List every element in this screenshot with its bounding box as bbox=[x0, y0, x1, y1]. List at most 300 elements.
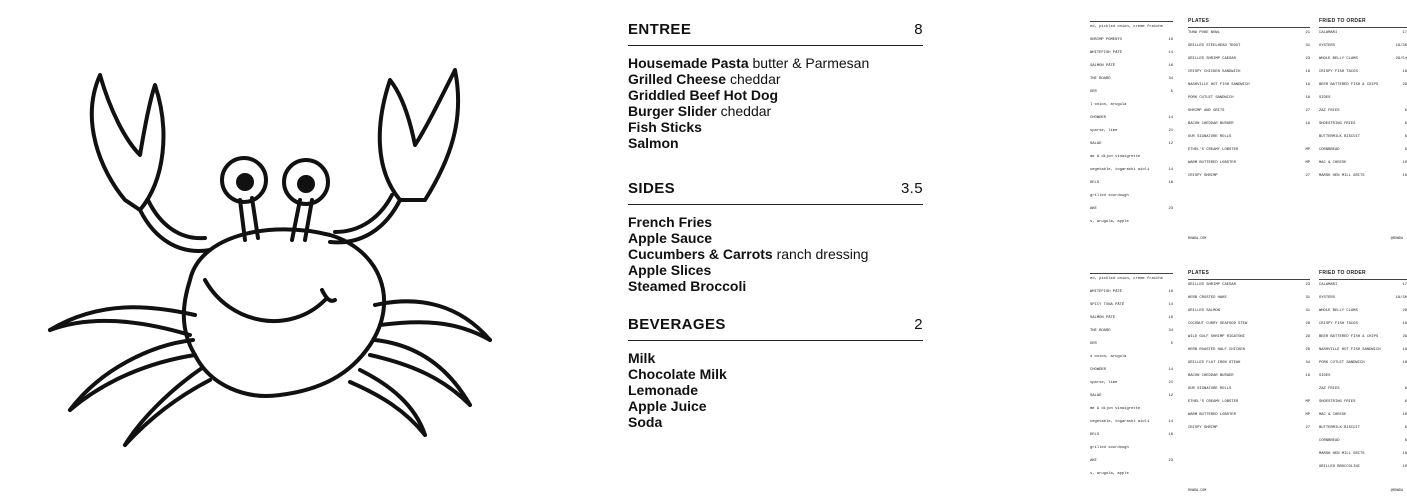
menu-item-description: cheddar bbox=[720, 103, 772, 119]
thumbnail-item bbox=[1090, 394, 1173, 399]
thumbnail-item-gap bbox=[1188, 88, 1310, 93]
thumbnail-item-name: BEER BATTERED FISH & CHIPS bbox=[1319, 335, 1379, 339]
thumbnail-item bbox=[1090, 355, 1173, 360]
thumbnail-item-price: 27 bbox=[1305, 109, 1310, 113]
thumbnail-item-price: 28 bbox=[1305, 348, 1310, 352]
thumbnail-item-gap bbox=[1090, 160, 1173, 165]
thumbnail-item-name: ZAZ FRIES bbox=[1319, 109, 1340, 113]
thumbnail-column bbox=[1090, 18, 1173, 233]
thumbnail-item bbox=[1188, 348, 1310, 353]
thumbnail-item-name: BACON CHEDDAR BURGER bbox=[1188, 122, 1234, 126]
thumbnail-item-name: GRILLED SHRIMP CAESAR bbox=[1188, 283, 1236, 287]
section-title: SIDES bbox=[628, 180, 676, 197]
thumbnail-item-gap bbox=[1319, 418, 1407, 423]
thumbnail-item-price: MP bbox=[1305, 161, 1310, 165]
thumbnail-divider bbox=[1319, 279, 1407, 280]
thumbnail-item-name: GRILLED SALMON bbox=[1188, 309, 1220, 313]
thumbnail-item-gap bbox=[1090, 308, 1173, 313]
menu-item bbox=[628, 135, 923, 151]
thumbnail-item-price: 34 bbox=[1168, 77, 1173, 81]
thumbnail-item-gap bbox=[1090, 399, 1173, 404]
section-header bbox=[628, 21, 923, 41]
thumbnail-item-price: 16 bbox=[1168, 181, 1173, 185]
thumbnail-item bbox=[1090, 381, 1173, 386]
thumbnail-item-gap bbox=[1188, 392, 1310, 397]
thumbnail-item bbox=[1188, 135, 1310, 140]
thumbnail-item bbox=[1090, 220, 1173, 225]
thumbnail-item-name: SIDES bbox=[1319, 96, 1331, 100]
thumbnail-item-price: 23 bbox=[1168, 459, 1173, 463]
thumbnail-item-price: 10 bbox=[1402, 452, 1407, 456]
thumbnail-item bbox=[1188, 426, 1310, 431]
menu-item-name: Chocolate Milk bbox=[628, 366, 727, 382]
thumbnail-item-price: 16 bbox=[1168, 316, 1173, 320]
thumbnail-item bbox=[1090, 51, 1173, 56]
thumbnail-item bbox=[1090, 303, 1173, 308]
thumbnail-item-name: OUR SIGNATURE ROLLS bbox=[1188, 135, 1232, 139]
thumbnail-item-gap bbox=[1319, 405, 1407, 410]
menu-thumbnail-top[interactable] bbox=[1090, 18, 1407, 241]
thumbnail-item-name: s, arugula, apple bbox=[1090, 472, 1129, 476]
menu-thumbnail-bottom[interactable] bbox=[1090, 270, 1407, 493]
menu-item-name: Salmon bbox=[628, 135, 679, 151]
thumbnail-item-name: WHOLE BELLY CLAMS bbox=[1319, 309, 1358, 313]
section-divider bbox=[628, 340, 923, 341]
thumbnail-item-price: 6 bbox=[1404, 439, 1407, 443]
thumbnail-item bbox=[1188, 296, 1310, 301]
thumbnail-item bbox=[1090, 194, 1173, 199]
thumbnail-item-name: ed, pickled onion, crème fraîche bbox=[1090, 25, 1163, 29]
thumbnail-item-name: BEER BATTERED FISH & CHIPS bbox=[1319, 83, 1379, 87]
thumbnail-item-name: PORK CUTLET SANDWICH bbox=[1319, 361, 1365, 365]
thumbnail-item-gap bbox=[1090, 464, 1173, 469]
menu-item bbox=[628, 278, 923, 294]
thumbnail-item bbox=[1188, 361, 1310, 366]
thumbnail-item-gap bbox=[1090, 173, 1173, 178]
thumbnail-item-gap bbox=[1188, 49, 1310, 54]
menu-item bbox=[628, 350, 923, 366]
thumbnail-item-name: TUNA POKE BOWL bbox=[1188, 31, 1220, 35]
thumbnail-item-price: 16 bbox=[1168, 38, 1173, 42]
thumbnail-item bbox=[1090, 116, 1173, 121]
thumbnail-item-price: 29/54 bbox=[1395, 57, 1407, 61]
thumbnail-column-title: FRIED TO ORDER bbox=[1319, 18, 1366, 24]
thumbnail-item-gap bbox=[1090, 30, 1173, 35]
thumbnail-item-name: COCONUT CURRY SEAFOOD STEW bbox=[1188, 322, 1248, 326]
thumbnail-item-name: WHITEFISH PÂTÉ bbox=[1090, 290, 1122, 294]
thumbnail-item-name: sparse, lime bbox=[1090, 381, 1118, 385]
thumbnail-item bbox=[1319, 439, 1407, 444]
thumbnail-item-name: THE BOARD bbox=[1090, 77, 1111, 81]
thumbnail-item-gap bbox=[1319, 366, 1407, 371]
thumbnail-item bbox=[1090, 142, 1173, 147]
thumbnail-item bbox=[1319, 122, 1407, 127]
thumbnail-item-gap bbox=[1090, 186, 1173, 191]
thumbnail-item-price: MP bbox=[1305, 148, 1310, 152]
thumbnail-item-name: CALAMARI bbox=[1319, 283, 1338, 287]
thumbnail-item-price: 6 bbox=[1404, 148, 1407, 152]
thumbnail-item bbox=[1188, 309, 1310, 314]
thumbnail-item-gap bbox=[1090, 438, 1173, 443]
thumbnail-item-price: 18/36 bbox=[1395, 296, 1407, 300]
thumbnail-item-gap bbox=[1188, 418, 1310, 423]
thumbnail-item-gap bbox=[1090, 108, 1173, 113]
thumbnail-item-gap bbox=[1319, 36, 1407, 41]
thumbnail-item bbox=[1188, 148, 1310, 153]
thumbnail-item bbox=[1319, 135, 1407, 140]
thumbnail-item bbox=[1090, 329, 1173, 334]
thumbnail-item-name: me & dijon vinaigrette bbox=[1090, 155, 1141, 159]
thumbnail-item-price: 21 bbox=[1168, 129, 1173, 133]
thumbnail-item-name: GRILLED BROCCOLINI bbox=[1319, 465, 1361, 469]
thumbnail-item-price: 18 bbox=[1305, 96, 1310, 100]
menu-item-name: Cucumbers & Carrots bbox=[628, 246, 773, 262]
thumbnail-item-price: 10 bbox=[1402, 174, 1407, 178]
thumbnail-item-price: 27 bbox=[1305, 174, 1310, 178]
thumbnail-item-gap bbox=[1188, 114, 1310, 119]
thumbnail-item-gap bbox=[1319, 431, 1407, 436]
thumbnail-divider bbox=[1090, 21, 1173, 22]
thumbnail-item-name: ed, pickled onion, crème fraîche bbox=[1090, 277, 1163, 281]
thumbnail-item bbox=[1090, 277, 1173, 282]
thumbnail-item-gap bbox=[1090, 425, 1173, 430]
thumbnail-item-gap bbox=[1188, 101, 1310, 106]
thumbnail-item-name: CORNBREAD bbox=[1319, 439, 1340, 443]
thumbnail-item bbox=[1319, 465, 1407, 470]
thumbnail-item-name: vegetable, togarashi aioli bbox=[1090, 420, 1150, 424]
thumbnail-item bbox=[1188, 322, 1310, 327]
thumbnail-item-name: ZAZ FRIES bbox=[1319, 387, 1340, 391]
thumbnail-item-gap bbox=[1188, 75, 1310, 80]
thumbnail-divider bbox=[1090, 273, 1173, 274]
thumbnail-item bbox=[1319, 322, 1407, 327]
thumbnail-item-price: 17 bbox=[1402, 31, 1407, 35]
thumbnail-item bbox=[1319, 296, 1407, 301]
thumbnail-item bbox=[1319, 174, 1407, 179]
menu-item-name: Burger Slider bbox=[628, 103, 717, 119]
thumbnail-item-gap bbox=[1188, 405, 1310, 410]
thumbnail-item-price: 16 bbox=[1168, 433, 1173, 437]
thumbnail-column bbox=[1188, 270, 1310, 439]
crab-illustration bbox=[30, 50, 500, 450]
menu-item bbox=[628, 214, 923, 230]
thumbnail-item-gap bbox=[1319, 444, 1407, 449]
thumbnail-item bbox=[1188, 335, 1310, 340]
section-price: 3.5 bbox=[900, 180, 923, 197]
menu-item-name: Housemade Pasta bbox=[628, 55, 749, 71]
thumbnail-item-name: d onion, arugula bbox=[1090, 355, 1127, 359]
thumbnail-item-gap bbox=[1188, 179, 1310, 184]
thumbnail-item bbox=[1090, 446, 1173, 451]
thumbnail-item-price: 31 bbox=[1305, 296, 1310, 300]
thumbnail-item-name: WHOLE BELLY CLAMS bbox=[1319, 57, 1358, 61]
menu-section-beverages bbox=[628, 316, 923, 430]
thumbnail-item-name: GRILLED FLAT IRON STEAK bbox=[1188, 361, 1241, 365]
menu-item bbox=[628, 366, 923, 382]
thumbnail-item-name: grilled sourdough bbox=[1090, 446, 1129, 450]
thumbnail-item bbox=[1090, 129, 1173, 134]
thumbnail-item-price: 14 bbox=[1168, 51, 1173, 55]
thumbnail-item-gap bbox=[1188, 353, 1310, 358]
menu-item bbox=[628, 55, 923, 71]
thumbnail-item-name: grilled sourdough bbox=[1090, 194, 1129, 198]
thumbnail-item-name: OYSTERS bbox=[1319, 296, 1335, 300]
thumbnail-item-gap bbox=[1319, 379, 1407, 384]
thumbnail-item-gap bbox=[1188, 36, 1310, 41]
thumbnail-divider bbox=[1319, 27, 1407, 28]
thumbnail-item-gap bbox=[1090, 56, 1173, 61]
thumbnail-item-name: AKE bbox=[1090, 459, 1097, 463]
thumbnail-item bbox=[1319, 70, 1407, 75]
thumbnail-item-name: CALAMARI bbox=[1319, 31, 1338, 35]
thumbnail-item-gap bbox=[1188, 62, 1310, 67]
thumbnail-footer-left: ROWDA.COM bbox=[1188, 489, 1207, 493]
thumbnail-item-gap bbox=[1090, 82, 1173, 87]
thumbnail-item-price: 16 bbox=[1168, 290, 1173, 294]
thumbnail-item bbox=[1319, 96, 1407, 101]
section-divider bbox=[628, 45, 923, 46]
thumbnail-item bbox=[1188, 400, 1310, 405]
thumbnail-item-gap bbox=[1090, 95, 1173, 100]
thumbnail-item-price: 29 bbox=[1305, 335, 1310, 339]
thumbnail-item bbox=[1090, 155, 1173, 160]
thumbnail-item bbox=[1319, 44, 1407, 49]
thumbnail-item-name: BUTTERMILK BISCUIT bbox=[1319, 135, 1361, 139]
thumbnail-item-gap bbox=[1319, 101, 1407, 106]
thumbnail-item-gap bbox=[1090, 321, 1173, 326]
thumbnail-item-gap bbox=[1188, 379, 1310, 384]
menu-item-description: butter & Parmesan bbox=[752, 55, 870, 71]
thumbnail-item-name: GRILLED SHRIMP CAESAR bbox=[1188, 57, 1236, 61]
thumbnail-item-price: 6 bbox=[1404, 400, 1407, 404]
thumbnail-item bbox=[1188, 109, 1310, 114]
thumbnail-item-price: 14 bbox=[1168, 168, 1173, 172]
thumbnail-item-name: SHOESTRING FRIES bbox=[1319, 122, 1356, 126]
thumbnail-item-price: 12 bbox=[1168, 142, 1173, 146]
thumbnail-item-name: HERB CRUSTED HAKE bbox=[1188, 296, 1227, 300]
thumbnail-item-price: MP bbox=[1305, 413, 1310, 417]
menu-item-name: Steamed Broccoli bbox=[628, 278, 747, 294]
thumbnail-item-name: MAC & CHEESE bbox=[1319, 161, 1347, 165]
thumbnail-item-gap bbox=[1090, 134, 1173, 139]
thumbnail-item-gap bbox=[1188, 140, 1310, 145]
section-title: ENTREE bbox=[628, 21, 692, 38]
thumbnail-item-gap bbox=[1319, 140, 1407, 145]
thumbnail-item-price: 19 bbox=[1305, 83, 1310, 87]
thumbnail-item-gap bbox=[1319, 301, 1407, 306]
section-header bbox=[628, 180, 923, 200]
thumbnail-item-name: WHITEFISH PÂTÉ bbox=[1090, 51, 1122, 55]
thumbnail-item-gap bbox=[1090, 199, 1173, 204]
thumbnail-item-gap bbox=[1090, 412, 1173, 417]
thumbnail-item-price: 34 bbox=[1168, 329, 1173, 333]
thumbnail-item-gap bbox=[1319, 114, 1407, 119]
thumbnail-column-title: PLATES bbox=[1188, 270, 1210, 276]
menu-item bbox=[628, 414, 923, 430]
thumbnail-item-name: SHOESTRING FRIES bbox=[1319, 400, 1356, 404]
thumbnail-item-name: CRISPY SHRIMP bbox=[1188, 426, 1218, 430]
thumbnail-item bbox=[1090, 103, 1173, 108]
thumbnail-item-gap bbox=[1090, 477, 1173, 482]
section-divider bbox=[628, 204, 923, 205]
thumbnail-item-gap bbox=[1188, 127, 1310, 132]
thumbnail-item bbox=[1319, 335, 1407, 340]
thumbnail-item-price: 5 bbox=[1170, 342, 1173, 346]
thumbnail-item bbox=[1090, 25, 1173, 30]
thumbnail-item-name: SIDES bbox=[1319, 374, 1331, 378]
thumbnail-item-name: CRISPY FISH TACOS bbox=[1319, 70, 1358, 74]
thumbnail-item-price: 27 bbox=[1305, 426, 1310, 430]
thumbnail-item-price: 21 bbox=[1305, 31, 1310, 35]
thumbnail-item-name: WILD GULF SHRIMP RIGATONI bbox=[1188, 335, 1245, 339]
thumbnail-item-price: 14 bbox=[1168, 303, 1173, 307]
thumbnail-item-name: ETHEL'S CREAMY LOBSTER bbox=[1188, 400, 1239, 404]
thumbnail-footer-right: @ROWDA bbox=[1390, 489, 1403, 493]
thumbnail-item-name: SALMON PÂTÉ bbox=[1090, 316, 1116, 320]
thumbnail-column bbox=[1319, 270, 1407, 478]
thumbnail-item-name: SHRIMP AND GRITS bbox=[1188, 109, 1225, 113]
thumbnail-item bbox=[1319, 400, 1407, 405]
thumbnail-item-name: SHRIMP POMENTO bbox=[1090, 38, 1122, 42]
thumbnail-item-price: 6 bbox=[1404, 426, 1407, 430]
thumbnail-item-name: DELS bbox=[1090, 181, 1100, 185]
thumbnail-item-price: 6 bbox=[1404, 109, 1407, 113]
thumbnail-item-gap bbox=[1188, 153, 1310, 158]
thumbnail-item bbox=[1090, 77, 1173, 82]
thumbnail-item bbox=[1188, 283, 1310, 288]
thumbnail-item-name: me & dijon vinaigrette bbox=[1090, 407, 1141, 411]
thumbnail-item-name: CHOWDER bbox=[1090, 368, 1106, 372]
thumbnail-item-price: 31 bbox=[1305, 309, 1310, 313]
thumbnail-item bbox=[1319, 426, 1407, 431]
thumbnail-item bbox=[1090, 316, 1173, 321]
menu-item-name: Apple Juice bbox=[628, 398, 707, 414]
thumbnail-item bbox=[1188, 44, 1310, 49]
thumbnail-item bbox=[1188, 83, 1310, 88]
thumbnail-item bbox=[1188, 374, 1310, 379]
thumbnail-item-gap bbox=[1188, 166, 1310, 171]
thumbnail-column bbox=[1090, 270, 1173, 485]
thumbnail-item bbox=[1188, 57, 1310, 62]
thumbnail-item-price: 10 bbox=[1402, 161, 1407, 165]
thumbnail-item bbox=[1319, 361, 1407, 366]
thumbnail-item bbox=[1188, 96, 1310, 101]
thumbnail-item bbox=[1188, 70, 1310, 75]
thumbnail-divider bbox=[1188, 279, 1310, 280]
thumbnail-footer-left: ROWDA.COM bbox=[1188, 237, 1207, 241]
thumbnail-item-name: GRILLED STEELHEAD TROUT bbox=[1188, 44, 1241, 48]
thumbnail-item bbox=[1090, 64, 1173, 69]
thumbnail-item-name: SALAD bbox=[1090, 142, 1102, 146]
crab-body bbox=[184, 229, 384, 396]
thumbnail-item-name: CRISPY FISH TACOS bbox=[1319, 322, 1358, 326]
thumbnail-item-name: DER bbox=[1090, 342, 1097, 346]
thumbnail-item-gap bbox=[1090, 360, 1173, 365]
thumbnail-item-gap bbox=[1319, 340, 1407, 345]
thumbnail-item-name: NASHVILLE HOT FISH SANDWICH bbox=[1319, 348, 1381, 352]
thumbnail-column-title: FRIED TO ORDER bbox=[1319, 270, 1366, 276]
thumbnail-item-price: 19 bbox=[1305, 122, 1310, 126]
thumbnail-item bbox=[1188, 161, 1310, 166]
menu-item bbox=[628, 262, 923, 278]
thumbnail-item bbox=[1319, 31, 1407, 36]
thumbnail-item-price: 19 bbox=[1305, 374, 1310, 378]
menu-item-list bbox=[628, 350, 923, 430]
thumbnail-item bbox=[1090, 407, 1173, 412]
menu-item bbox=[628, 103, 923, 119]
thumbnail-item-name: sparse, lime bbox=[1090, 129, 1118, 133]
thumbnail-item-price: 31 bbox=[1305, 44, 1310, 48]
thumbnail-item-name: AKE bbox=[1090, 207, 1097, 211]
thumbnail-item bbox=[1188, 31, 1310, 36]
thumbnail-item bbox=[1319, 309, 1407, 314]
thumbnail-column-title: PLATES bbox=[1188, 18, 1210, 24]
thumbnail-item-price: 6 bbox=[1404, 135, 1407, 139]
thumbnail-item bbox=[1090, 168, 1173, 173]
menu-item-name: Apple Slices bbox=[628, 262, 712, 278]
thumbnail-item-gap bbox=[1319, 62, 1407, 67]
thumbnail-item-price: 18 bbox=[1305, 70, 1310, 74]
thumbnail-item-price: 14 bbox=[1168, 116, 1173, 120]
thumbnail-item-price: 23 bbox=[1168, 207, 1173, 211]
thumbnail-item bbox=[1090, 342, 1173, 347]
thumbnail-item-price: 17 bbox=[1402, 283, 1407, 287]
thumbnail-item-gap bbox=[1319, 88, 1407, 93]
thumbnail-item bbox=[1319, 413, 1407, 418]
thumbnail-divider bbox=[1188, 27, 1310, 28]
thumbnail-item-price: 29 bbox=[1402, 83, 1407, 87]
thumbnail-item-gap bbox=[1090, 212, 1173, 217]
thumbnail-item-gap bbox=[1090, 334, 1173, 339]
thumbnail-item-name: THE BOARD bbox=[1090, 329, 1111, 333]
thumbnail-item-price: 16 bbox=[1168, 64, 1173, 68]
thumbnail-item-name: s, arugula, apple bbox=[1090, 220, 1129, 224]
thumbnail-item-gap bbox=[1090, 147, 1173, 152]
thumbnail-item bbox=[1319, 109, 1407, 114]
menu-item bbox=[628, 87, 923, 103]
thumbnail-item bbox=[1090, 290, 1173, 295]
thumbnail-item-price: 28 bbox=[1305, 322, 1310, 326]
thumbnail-item-price: 6 bbox=[1404, 387, 1407, 391]
thumbnail-item bbox=[1090, 90, 1173, 95]
thumbnail-item-gap bbox=[1319, 166, 1407, 171]
thumbnail-item bbox=[1090, 433, 1173, 438]
thumbnail-item bbox=[1090, 38, 1173, 43]
thumbnail-item-gap bbox=[1319, 179, 1407, 184]
thumbnail-item-gap bbox=[1188, 327, 1310, 332]
thumbnail-item-gap bbox=[1319, 49, 1407, 54]
thumbnail-item-price: 23 bbox=[1305, 57, 1310, 61]
thumbnail-footer-right: @ROWDA bbox=[1390, 237, 1403, 241]
thumbnail-item-price: 5 bbox=[1170, 90, 1173, 94]
thumbnail-item bbox=[1319, 387, 1407, 392]
menu-section-entree bbox=[628, 21, 923, 151]
thumbnail-item-gap bbox=[1319, 288, 1407, 293]
thumbnail-item-name: DER bbox=[1090, 90, 1097, 94]
menu-item bbox=[628, 71, 923, 87]
thumbnail-item bbox=[1090, 181, 1173, 186]
thumbnail-item-price: 29 bbox=[1402, 335, 1407, 339]
thumbnail-item-gap bbox=[1090, 373, 1173, 378]
thumbnail-item-name: vegetable, togarashi aioli bbox=[1090, 168, 1150, 172]
section-price: 8 bbox=[914, 21, 923, 38]
section-title: BEVERAGES bbox=[628, 316, 726, 333]
menu-section-sides bbox=[628, 180, 923, 294]
thumbnail-item-name: DELS bbox=[1090, 433, 1100, 437]
thumbnail-item-gap bbox=[1319, 153, 1407, 158]
thumbnail-item-name: MARSH HEN MILL GRITS bbox=[1319, 174, 1365, 178]
thumbnail-item-name: PORK CUTLET SANDWICH bbox=[1188, 96, 1234, 100]
